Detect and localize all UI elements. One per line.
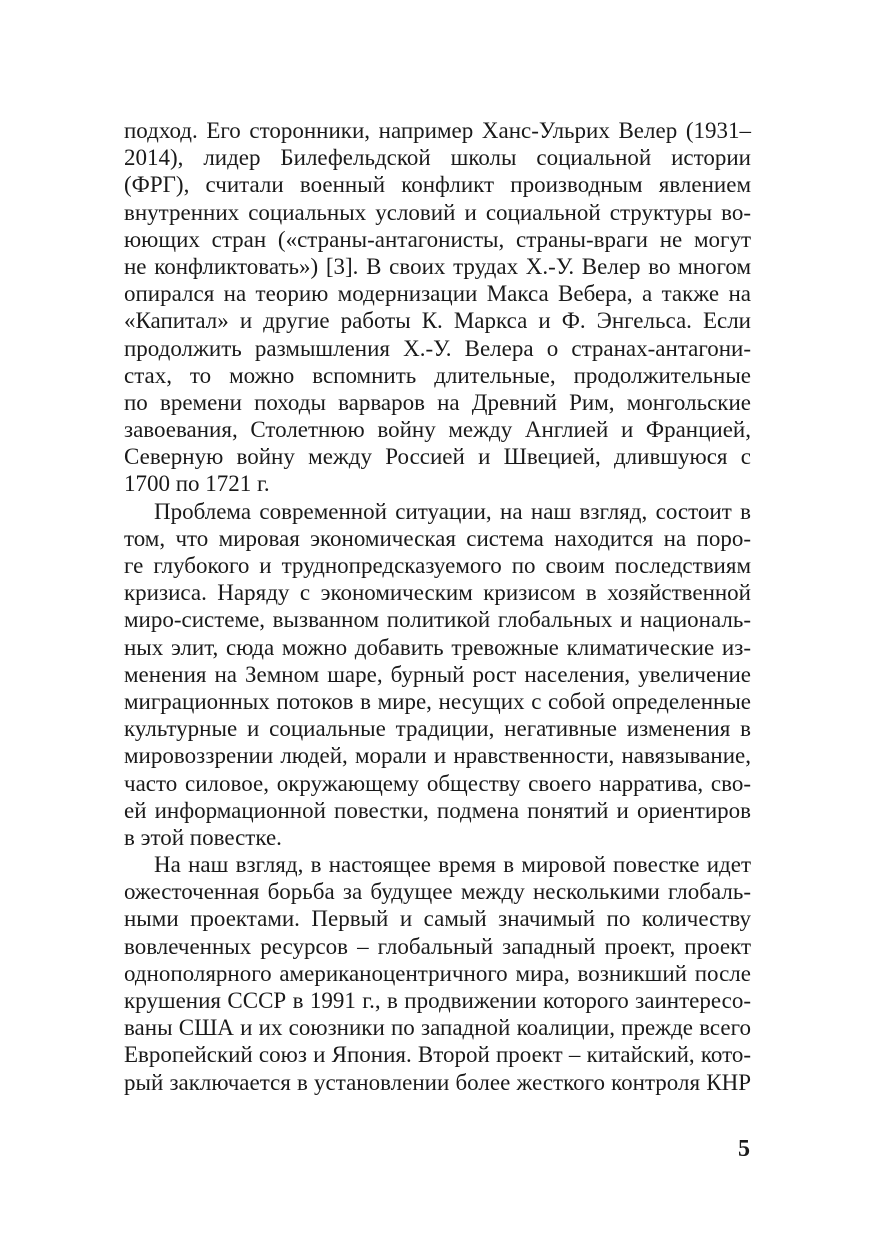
text-line: ваны США и их союзники по западной коалиции, прежде всего [124,1015,751,1041]
text-line: 2014), лидер Билефельдской школы социальной истории [124,145,751,171]
text-line: Проблема современной ситуации, на наш взгляд, состоит в [154,498,751,524]
paragraph [124,117,751,498]
text-line: внутренних социальных условий и социальной структуры во- [124,199,751,225]
text-line: Европейский союз и Япония. Второй проект – китайский, кото- [124,1042,751,1068]
text-line: На наш взгляд, в настоящее время в мировой повестке идет [154,852,751,878]
body-text [124,117,751,1096]
page-number: 5 [738,1136,750,1162]
text-line: продолжить размышления Х.-У. Велера о странах-антагони- [124,335,751,361]
paragraph [124,851,751,1096]
text-line: завоевания, Столетнюю войну между Англией и Францией, [124,417,751,443]
text-line: в этой повестке. [124,824,282,850]
text-line: ей информационной повестки, подмена понятий и ориентиров [124,797,751,823]
text-line: (ФРГ), считали военный конфликт производным явлением [124,172,751,198]
text-line: ожесточенная борьба за будущее между несколькими глобаль- [124,879,751,905]
text-line: юющих стран («страны-антагонисты, страны-враги не могут [124,226,751,252]
paragraph [124,498,751,851]
text-line: ге глубокого и труднопредсказуемого по своим последствиям [124,553,751,578]
text-line: том, что мировая экономическая система находится на поро- [124,525,751,551]
text-line: опирался на теорию модернизации Макса Вебера, а также на [124,281,751,307]
text-line: крушения СССР в 1991 г., в продвижении которого заинтересо- [124,988,751,1013]
text-line: по времени походы варваров на Древний Рим, монгольские [124,389,751,415]
text-line: менения на Земном шаре, бурный рост населения, увеличение [124,661,751,687]
text-line: рый заключается в установлении более жесткого контроля КНР [124,1069,751,1095]
text-line: ных элит, сюда можно добавить тревожные климатические из- [124,634,751,660]
text-line: миграционных потоков в мире, несущих с собой определенные [124,688,751,714]
text-line: культурные и социальные традиции, негативные изменения в [124,716,751,742]
text-line: ными проектами. Первый и самый значимый по количеству [124,906,751,932]
text-line: не конфликтовать») [3]. В своих трудах Х.-У. Велер во многом [124,253,751,279]
text-line: миро-системе, вызванном политикой глобальных и националь- [124,607,751,633]
text-line: мировоззрении людей, морали и нравственности, навязывание, [124,743,751,769]
text-line: «Капитал» и другие работы К. Маркса и Ф. Энгельса. Если [124,308,751,334]
text-line: Северную войну между Россией и Швецией, длившуюся с [124,444,751,470]
text-line: часто силовое, окружающему обществу своего нарратива, сво- [124,770,751,796]
text-line: вовлеченных ресурсов – глобальный западный проект, проект [124,933,751,959]
text-line: стах, то можно вспомнить длительные, продолжительные [124,362,751,388]
text-line: 1700 по 1721 г. [124,471,270,497]
text-line: однополярного американоцентричного мира, возникший после [124,960,751,986]
text-line: кризиса. Наряду с экономическим кризисом в хозяйственной [124,580,751,606]
text-line: подход. Его сторонники, например Ханс-Ульрих Велер (1931– [124,118,751,143]
